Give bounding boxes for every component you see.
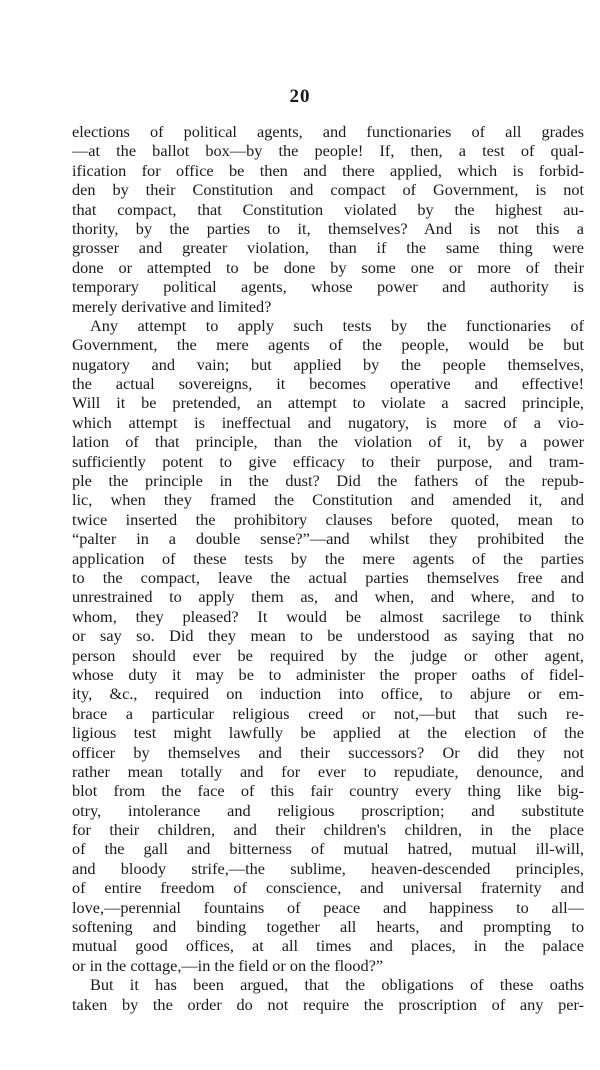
text-line: the actual sovereigns, it becomes operative and effective!	[72, 374, 584, 394]
text-line: otry, intolerance and religious proscription; and substitute	[72, 800, 584, 820]
text-line: elections of political agents, and functionaries of all grades	[72, 122, 584, 141]
text-line: “palter in a double sense?”—and whilst they prohibited the	[72, 529, 584, 549]
text-line: unrestrained to apply them as, and when, and where, and to	[72, 587, 584, 607]
text-line: love,—perennial fountains of peace and happiness to all—	[72, 897, 584, 917]
text-line: taken by the order do not require the proscription of any per-	[72, 994, 584, 1014]
text-line: Will it be pretended, an attempt to violate a sacred principle,	[72, 393, 584, 413]
text-line: ple the principle in the dust? Did the fathers of the repub-	[72, 471, 584, 491]
text-line: application of these tests by the mere agents of the parties	[72, 548, 584, 568]
text-line: or say so. Did they mean to be understood as saying that no	[72, 626, 584, 646]
text-line: merely derivative and limited?	[72, 296, 272, 316]
text-line: den by their Constitution and compact of Government, is not	[72, 180, 584, 200]
text-line: Government, the mere agents of the people, would be but	[72, 335, 584, 355]
text-line: softening and binding together all hearts, and prompting to	[72, 917, 584, 937]
text-line: ligious test might lawfully be applied at the election of the	[72, 723, 584, 743]
text-line: that compact, that Constitution violated by the highest au-	[72, 199, 584, 219]
paragraph-first-line: But it has been argued, that the obligations of these oaths	[90, 975, 584, 995]
body-text	[72, 122, 584, 1014]
text-line: ity, &c., required on induction into office, to abjure or em-	[72, 684, 584, 704]
paragraph-first-line: Any attempt to apply such tests by the functionaries of	[90, 315, 584, 335]
text-line: ification for office be then and there applied, which is forbid-	[72, 160, 584, 180]
text-line: rather mean totally and for ever to repudiate, denounce, and	[72, 761, 584, 781]
text-line: nugatory and vain; but applied by the people themselves,	[72, 354, 584, 374]
text-line: lic, when they framed the Constitution and amended it, and	[72, 490, 584, 510]
text-line: person should ever be required by the judge or other agent,	[72, 645, 584, 665]
text-line: temporary political agents, whose power and authority is	[72, 277, 584, 297]
text-line: officer by themselves and their successors? Or did they not	[72, 742, 584, 762]
text-line: twice inserted the prohibitory clauses before quoted, mean to	[72, 509, 584, 529]
page-number: 20	[289, 86, 311, 107]
text-line: whose duty it may be to administer the proper oaths of fidel-	[72, 664, 584, 684]
text-line: which attempt is ineffectual and nugatory, is more of a vio-	[72, 412, 584, 432]
text-line: —at the ballot box—by the people! If, then, a test of qual-	[72, 141, 584, 161]
text-line: mutual good offices, at all times and places, in the palace	[72, 936, 584, 956]
text-line: brace a particular religious creed or not,—but that such re-	[72, 703, 584, 723]
text-line: for their children, and their children's children, in the place	[72, 820, 584, 840]
text-line: blot from the face of this fair country every thing like big-	[72, 781, 584, 801]
text-line: to the compact, leave the actual parties themselves free and	[72, 567, 584, 587]
text-line: lation of that principle, than the violation of it, by a power	[72, 432, 584, 452]
text-line: whom, they pleased? It would be almost sacrilege to think	[72, 606, 584, 626]
text-line: thority, by the parties to it, themselves? And is not this a	[72, 218, 584, 238]
text-line: sufficiently potent to give efficacy to their purpose, and tram-	[72, 451, 584, 471]
text-line: grosser and greater violation, than if the same thing were	[72, 238, 584, 258]
text-line: of entire freedom of conscience, and universal fraternity and	[72, 878, 584, 898]
text-line: and bloody strife,—the sublime, heaven-descended principles,	[72, 858, 584, 878]
text-line: or in the cottage,—in the field or on the flood?”	[72, 955, 384, 975]
text-line: of the gall and bitterness of mutual hatred, mutual ill-will,	[72, 839, 584, 859]
text-line: done or attempted to be done by some one or more of their	[72, 257, 584, 277]
